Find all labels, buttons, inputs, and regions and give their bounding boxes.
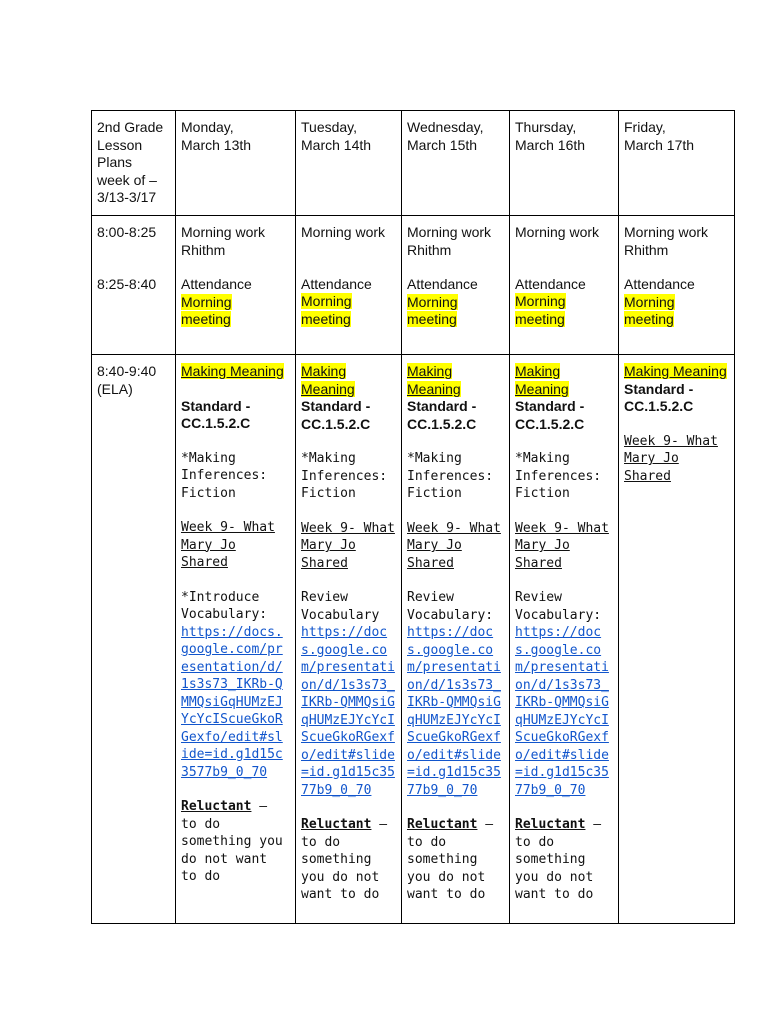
morning-cell-tuesday: Morning work Attendance Morning meeting [296,216,402,355]
standard-label: Standard - CC.1.5.2.C [407,398,477,432]
morning-cell-friday: Morning work Rhithm Attendance Morning meeting [619,216,735,355]
header-row [92,111,735,216]
vocabulary-slides-link[interactable]: https://docs.google.com/presentation/d/1s3s73_IKRb-QMMQsiGqHUMzEJYcYcIScueGkoRGexfo/edit#slide=id.g1d15c3577b9_0_70 [301,625,395,798]
lesson-plan-table [91,110,735,924]
ela-cell-tuesday: Making Meaning Standard - CC.1.5.2.C *Making Inferences: Fiction Week 9- What Mary Jo Shared Review Vocabulary https://docs.google.com/presentation/d/1s3s73_IKRb-QMMQsiGqHUMzEJYcYcIScueGkoRGexfo/edit#slide=id.g1d15c3577b9_0_70 Reluctant – to do something you do not want to do [296,355,402,924]
making-meaning-highlight: Making Meaning [181,363,284,379]
vocabulary-word: Reluctant [301,817,372,832]
vocabulary-slides-link[interactable]: https://docs.google.com/presentation/d/1s3s73_IKRb-QMMQsiGqHUMzEJYcYcIScueGkoRGexfo/edit#slide=id.g1d15c3577b9_0_70 [181,624,283,780]
morning-meeting-highlight: Morning [407,293,458,310]
standard-label: Standard - CC.1.5.2.C [515,398,585,432]
vocabulary-word: Reluctant [515,817,586,832]
vocabulary-word: Reluctant [181,799,252,814]
morning-row [92,216,735,355]
time-slot: 8:25-8:40 [97,275,157,292]
standard-label: Standard - CC.1.5.2.C [301,398,371,432]
week-title: Week 9- What Mary Jo Shared [181,520,275,570]
day-header-wednesday: Wednesday, March 15th [402,111,510,216]
morning-meeting-highlight: meeting [624,311,674,327]
day-header-monday: Monday, March 13th [176,111,296,216]
morning-meeting-highlight: meeting [407,311,457,327]
ela-time-cell: 8:40-9:40 (ELA) [92,355,176,924]
vocabulary-definition: – to do something you do not want to do [301,817,388,902]
week-title: Week 9- What Mary Jo Shared [407,520,501,571]
ela-cell-monday: Making Meaning Standard - CC.1.5.2.C *Making Inferences: Fiction Week 9- What Mary Jo Shared *Introduce Vocabulary: https://docs.google.com/presentation/d/1s3s73_IKRb-QMMQsiGqHUMzEJYcYcIScueGkoRGexfo/edit#slide=id.g1d15c3577b9_0_70 Reluctant – to do something you do not want to do [176,355,296,924]
ela-cell-wednesday: Making Meaning Standard - CC.1.5.2.C *Making Inferences: Fiction Week 9- What Mary Jo Shared Review Vocabulary: https://docs.google.com/presentation/d/1s3s73_IKRb-QMMQsiGqHUMzEJYcYcIScueGkoRGexfo/edit#slide=id.g1d15c3577b9_0_70 Reluctant – to do something you do not want to do [402,355,510,924]
morning-times-cell [92,216,176,355]
ela-cell-thursday: Making Meaning Standard - CC.1.5.2.C *Making Inferences: Fiction Week 9- What Mary Jo Shared Review Vocabulary: https://docs.google.com/presentation/d/1s3s73_IKRb-QMMQsiGqHUMzEJYcYcIScueGkoRGexfo/edit#slide=id.g1d15c3577b9_0_70 Reluctant – to do something you do not want to do [510,355,619,924]
vocabulary-word: Reluctant [407,817,478,832]
making-meaning-highlight: Making Meaning [407,363,461,397]
making-meaning-highlight: Making Meaning [301,363,355,397]
day-header-tuesday: Tuesday, March 14th [296,111,402,216]
vocabulary-definition: – to do something you do not want to do [515,817,602,902]
vocabulary-slides-link[interactable]: https://docs.google.com/presentation/d/1s3s73_IKRb-QMMQsiGqHUMzEJYcYcIScueGkoRGexfo/edit#slide=id.g1d15c3577b9_0_70 [407,625,501,798]
vocabulary-definition: – to do something you do not want to do [181,799,283,884]
morning-meeting-highlight: Morning [515,293,566,309]
vocabulary-definition: – to do something you do not want to do [407,817,494,902]
week-title: Week 9- What Mary Jo Shared [515,520,609,571]
plan-title-cell: 2nd Grade Lesson Plans week of – 3/13-3/17 [92,111,176,216]
morning-meeting-highlight: meeting [301,310,351,327]
vocabulary-slides-link[interactable]: https://docs.google.com/presentation/d/1s3s73_IKRb-QMMQsiGqHUMzEJYcYcIScueGkoRGexfo/edit#slide=id.g1d15c3577b9_0_70 [515,625,609,798]
day-header-friday: Friday, March 17th [619,111,735,216]
morning-meeting-highlight: Morning [624,293,675,310]
morning-meeting-highlight: Morning [181,293,232,310]
morning-meeting-highlight: meeting [515,310,565,327]
standard-label: Standard - CC.1.5.2.C [181,397,251,431]
making-meaning-highlight: Making Meaning [515,363,569,397]
morning-cell-monday: Morning work Rhithm Attendance Morning meeting [176,216,296,355]
ela-cell-friday [619,355,735,924]
week-title: Week 9- What Mary Jo Shared [301,520,395,571]
morning-cell-thursday: Morning work Attendance Morning meeting [510,216,619,355]
standard-label: Standard - CC.1.5.2.C [624,380,694,414]
time-slot: 8:00-8:25 [97,224,157,240]
day-header-thursday: Thursday, March 16th [510,111,619,216]
week-title: Week 9- What Mary Jo Shared [624,433,718,484]
morning-meeting-highlight: meeting [181,311,231,327]
making-meaning-highlight: Making Meaning [624,363,727,379]
morning-meeting-highlight: Morning [301,293,352,309]
morning-cell-wednesday: Morning work Rhithm Attendance Morning meeting [402,216,510,355]
ela-row [92,355,735,924]
